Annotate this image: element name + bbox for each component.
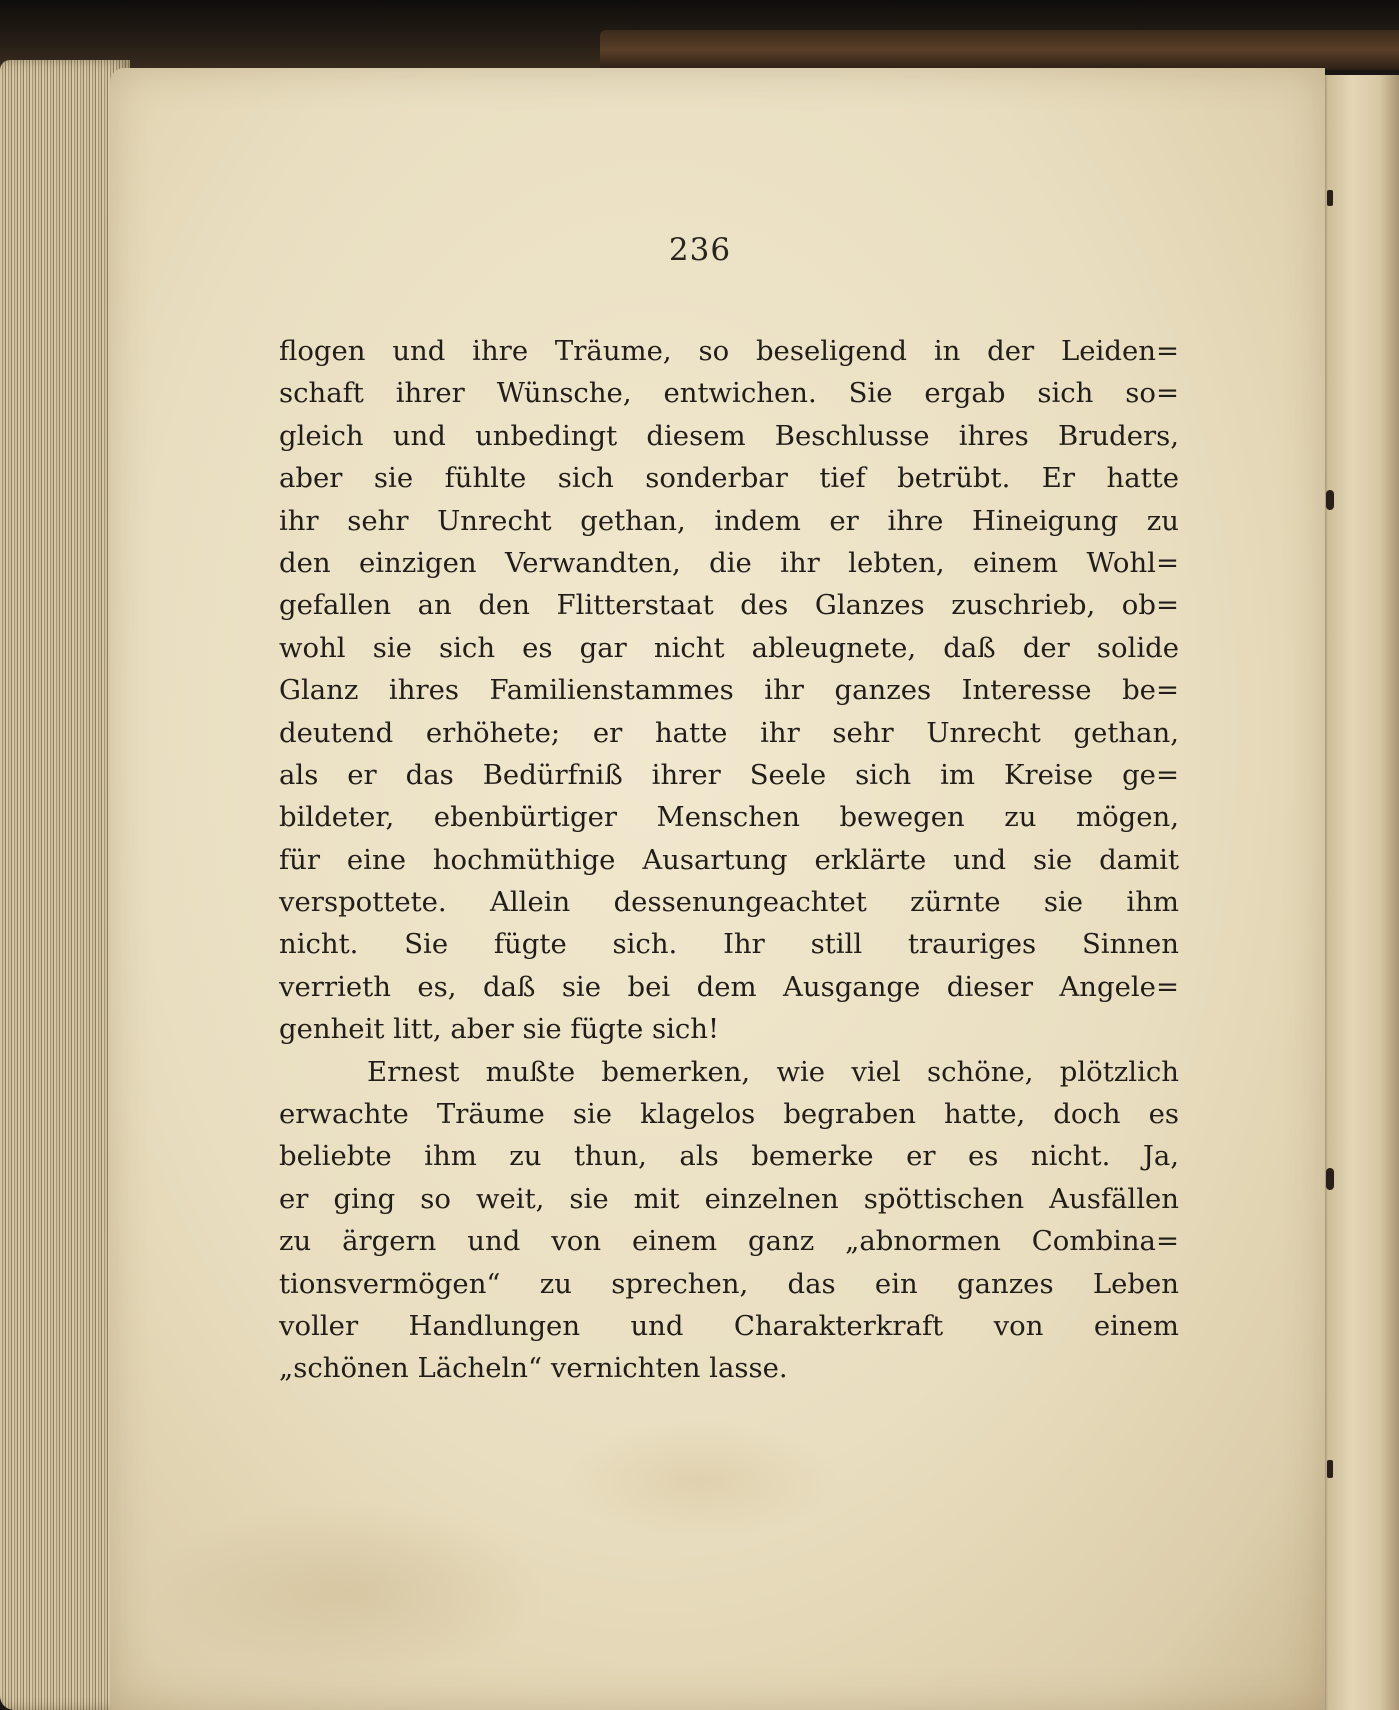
text-line: bildeter, ebenbürtiger Menschen bewegen zu mögen, bbox=[279, 801, 1179, 834]
text-line: Glanz ihres Familienstammes ihr ganzes Interesse be= bbox=[279, 674, 1179, 707]
text-line: „schönen Lächeln“ vernichten lasse. bbox=[279, 1352, 788, 1385]
text-line: deutend erhöhete; er hatte ihr sehr Unrecht gethan, bbox=[279, 716, 1179, 749]
text-line: gefallen an den Flitterstaat des Glanzes zuschrieb, ob= bbox=[279, 589, 1179, 622]
ink-mark bbox=[1327, 190, 1333, 206]
text-line: für eine hochmüthige Ausartung erklärte und sie damit bbox=[279, 843, 1179, 876]
text-line: als er das Bedürfniß ihrer Seele sich im Kreise ge= bbox=[279, 758, 1179, 791]
ink-mark bbox=[1327, 1460, 1333, 1478]
text-line: Ernest mußte bemerken, wie viel schöne, plötzlich bbox=[367, 1055, 1179, 1088]
text-line: gleich und unbedingt diesem Beschlusse ihres Bruders, bbox=[279, 419, 1179, 452]
text-line: voller Handlungen und Charakterkraft von einem bbox=[279, 1309, 1179, 1342]
page-number: 236 bbox=[668, 232, 732, 268]
text-line: ihr sehr Unrecht gethan, indem er ihre Hineigung zu bbox=[279, 504, 1179, 537]
body-text bbox=[279, 330, 1179, 1390]
ink-mark bbox=[1326, 490, 1334, 510]
text-line: flogen und ihre Träume, so beseligend in der Leiden= bbox=[279, 335, 1179, 367]
text-line: schaft ihrer Wünsche, entwichen. Sie ergab sich so= bbox=[279, 377, 1179, 410]
ink-mark bbox=[1326, 1168, 1334, 1190]
text-line: tionsvermögen“ zu sprechen, das ein ganzes Leben bbox=[279, 1267, 1179, 1300]
text-line: zu ärgern und von einem ganz „abnormen Combina= bbox=[279, 1225, 1179, 1258]
paper-stain bbox=[150, 1500, 550, 1680]
text-line: nicht. Sie fügte sich. Ihr still trauriges Sinnen bbox=[279, 928, 1179, 961]
text-line: den einzigen Verwandten, die ihr lebten, einem Wohl= bbox=[279, 546, 1179, 579]
text-line: wohl sie sich es gar nicht ableugnete, daß der solide bbox=[279, 631, 1179, 664]
text-line: erwachte Träume sie klagelos begraben hatte, doch es bbox=[279, 1098, 1179, 1131]
text-line: aber sie fühlte sich sonderbar tief betrübt. Er hatte bbox=[279, 462, 1179, 495]
text-line: genheit litt, aber sie fügte sich! bbox=[279, 1013, 720, 1046]
text-line: er ging so weit, sie mit einzelnen spöttischen Ausfällen bbox=[279, 1182, 1179, 1215]
text-line: verrieth es, daß sie bei dem Ausgange dieser Angele= bbox=[279, 970, 1179, 1003]
paper-stain bbox=[560, 1420, 840, 1540]
leather-binding bbox=[600, 30, 1399, 70]
text-line: beliebte ihm zu thun, als bemerke er es nicht. Ja, bbox=[279, 1140, 1179, 1173]
text-line: verspottete. Allein dessenungeachtet zürnte sie ihm bbox=[279, 886, 1179, 919]
